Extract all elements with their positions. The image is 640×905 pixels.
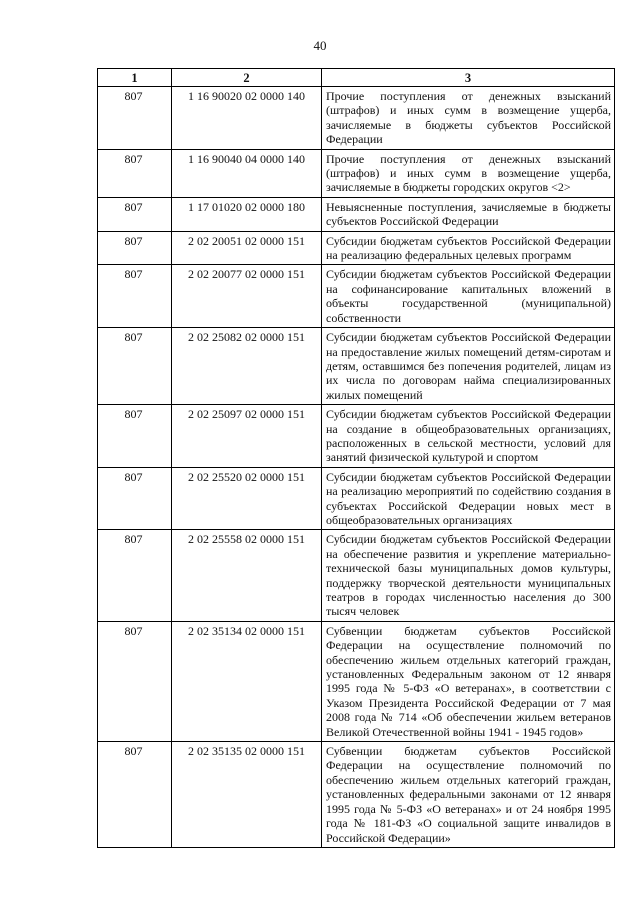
income-code-cell: 1 16 90020 02 0000 140 (172, 87, 322, 150)
admin-code-cell: 807 (98, 328, 172, 405)
admin-code-cell: 807 (98, 742, 172, 848)
income-codes-table (97, 68, 615, 848)
table-row (98, 621, 615, 741)
income-code-cell: 2 02 20077 02 0000 151 (172, 265, 322, 328)
table-row (98, 197, 615, 231)
description-cell: Прочие поступления от денежных взысканий (штрафов) и иных сумм в возмещение ущерба, зачисляемые в бюджеты городских округов <2> (322, 149, 615, 197)
table-row (98, 87, 615, 150)
table-row (98, 328, 615, 405)
table-row (98, 149, 615, 197)
income-code-cell: 2 02 25520 02 0000 151 (172, 467, 322, 530)
description-cell: Субсидии бюджетам субъектов Российской Федерации на предоставление жилых помещений детям-сиротам и детям, оставшимся без попечения родителей, лицам из их числа по договорам найма специализированных жилых помещений (322, 328, 615, 405)
page-number: 40 (313, 38, 327, 53)
admin-code-cell: 807 (98, 149, 172, 197)
income-code-cell: 2 02 35134 02 0000 151 (172, 621, 322, 741)
income-code-cell: 2 02 35135 02 0000 151 (172, 742, 322, 848)
income-code-cell: 2 02 25082 02 0000 151 (172, 328, 322, 405)
income-code-cell: 1 16 90040 04 0000 140 (172, 149, 322, 197)
description-cell: Субсидии бюджетам субъектов Российской Федерации на создание в общеобразовательных организациях, расположенных в сельской местности, условий для занятий физической культурой и спортом (322, 405, 615, 468)
admin-code-cell: 807 (98, 467, 172, 530)
admin-code-cell: 807 (98, 231, 172, 265)
header-col-3: 3 (322, 69, 615, 87)
description-cell: Субсидии бюджетам субъектов Российской Федерации на реализацию федеральных целевых программ (322, 231, 615, 265)
admin-code-cell: 807 (98, 621, 172, 741)
income-code-cell: 2 02 25558 02 0000 151 (172, 530, 322, 621)
description-cell: Субвенции бюджетам субъектов Российской Федерации на осуществление полномочий по обеспечению жильем отдельных категорий граждан, установленных федеральными законами от 12 января 1995 года № 5-ФЗ «О ветеранах» и от 24 ноября 1995 года № 181-ФЗ «О социальной защите инвалидов в Российской Федерации» (322, 742, 615, 848)
description-cell: Невыясненные поступления, зачисляемые в бюджеты субъектов Российской Федерации (322, 197, 615, 231)
description-cell: Прочие поступления от денежных взысканий (штрафов) и иных сумм в возмещение ущерба, зачисляемые в бюджеты субъектов Российской Федерации (322, 87, 615, 150)
table-row (98, 530, 615, 621)
table-header-row (98, 69, 615, 87)
income-code-cell: 2 02 25097 02 0000 151 (172, 405, 322, 468)
admin-code-cell: 807 (98, 197, 172, 231)
description-cell: Субвенции бюджетам субъектов Российской Федерации на осуществление полномочий по обеспечению жильем отдельных категорий граждан, установленных Федеральным законом от 12 января 1995 года № 5-ФЗ «О ветеранах», в соответствии с Указом Президента Российской Федерации от 7 мая 2008 года № 714 «Об обеспечении жильем ветеранов Великой Отечественной войны 1941 - 1945 годов» (322, 621, 615, 741)
table-row (98, 742, 615, 848)
admin-code-cell: 807 (98, 405, 172, 468)
admin-code-cell: 807 (98, 530, 172, 621)
header-col-2: 2 (172, 69, 322, 87)
table-row (98, 467, 615, 530)
income-code-cell: 1 17 01020 02 0000 180 (172, 197, 322, 231)
description-cell: Субсидии бюджетам субъектов Российской Федерации на софинансирование капитальных вложений в объекты государственной (муниципальной) собственности (322, 265, 615, 328)
admin-code-cell: 807 (98, 265, 172, 328)
table-row (98, 265, 615, 328)
table-row (98, 405, 615, 468)
income-code-cell: 2 02 20051 02 0000 151 (172, 231, 322, 265)
header-col-1: 1 (98, 69, 172, 87)
table-row (98, 231, 615, 265)
admin-code-cell: 807 (98, 87, 172, 150)
description-cell: Субсидии бюджетам субъектов Российской Федерации на обеспечение развития и укрепление материально-технической базы муниципальных домов культуры, поддержку творческой деятельности муниципальных театров в городах численностью населения до 300 тысяч человек (322, 530, 615, 621)
description-cell: Субсидии бюджетам субъектов Российской Федерации на реализацию мероприятий по содействию создания в субъектах Российской Федерации новых мест в общеобразовательных организациях (322, 467, 615, 530)
